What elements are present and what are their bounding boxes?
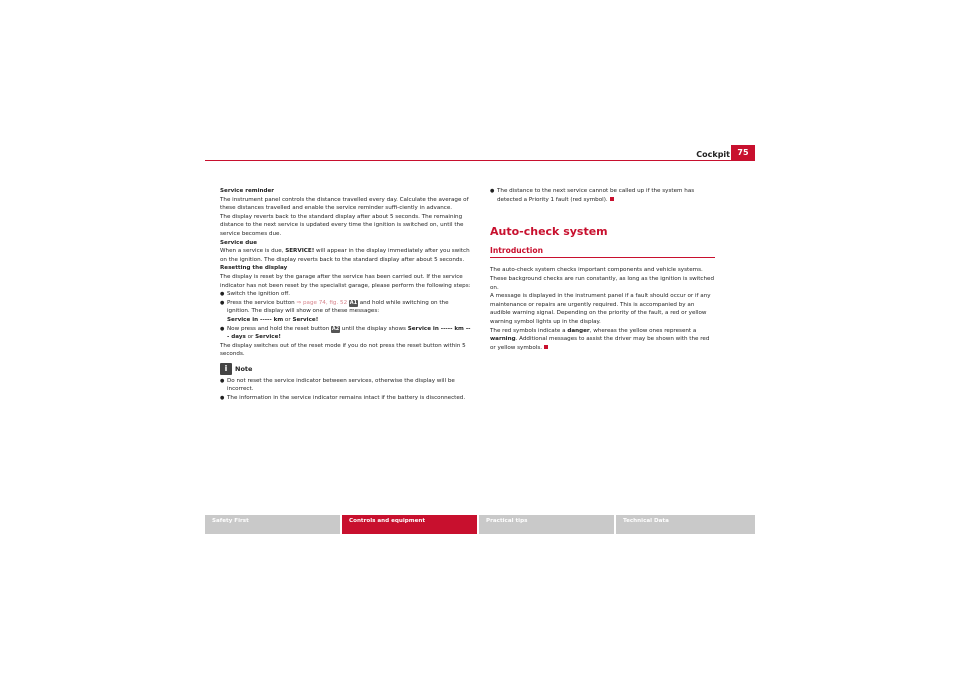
paragraph: When a service is due, SERVICE! will appear in the display immediately after you switch on the ignition. The display reverts back to the standard display after about 5 seconds. bbox=[220, 248, 470, 263]
list-item: ● Now press and hold the reset button A2 until the display shows Service in ----- km --- days or Service! bbox=[220, 325, 472, 342]
page-number: 75 bbox=[731, 145, 755, 161]
section-title: Auto-check system bbox=[490, 225, 608, 239]
list-item: ● Press the service button ⇒ page 74, fig. 52 A1 and hold while switching on the ignition. The display will show one of these messages: Service in ----- km or Service! bbox=[220, 299, 472, 325]
end-marker-icon bbox=[544, 345, 548, 349]
heading-service-due: Service due bbox=[220, 239, 257, 246]
heading-resetting-display: Resetting the display bbox=[220, 265, 288, 272]
note-item: ● Do not reset the service indicator between services, otherwise the display will be incorrect. bbox=[220, 377, 472, 394]
tab-controls-and-equipment[interactable]: Controls and equipment bbox=[342, 515, 477, 534]
page-reference-link[interactable]: ⇒ page 74, fig. 52 bbox=[296, 299, 348, 306]
end-marker-icon bbox=[610, 197, 614, 201]
list-item: ● Switch the ignition off. bbox=[220, 290, 472, 299]
paragraph: A message is displayed in the instrument panel if a fault should occur or if any maintenance or repairs are urgently required. This is accompanied by an audible warning signal. Depending on the priority of the fault, a red or yellow warning symbol lights up in the display. bbox=[490, 293, 711, 325]
note-item: ● The information in the service indicator remains intact if the battery is disconnected. bbox=[220, 394, 472, 403]
tab-safety-first[interactable]: Safety First bbox=[205, 515, 340, 534]
tab-practical-tips[interactable]: Practical tips bbox=[479, 515, 614, 534]
paragraph: The red symbols indicate a danger, whereas the yellow ones represent a warning. Additional messages to assist the driver may be shown with the red or yellow symbols. bbox=[490, 327, 710, 351]
note-icon: i bbox=[220, 363, 232, 375]
paragraph: The display is reset by the garage after the service has been carried out. If the service indicator has not been reset by the specialist garage, please perform the following steps: bbox=[220, 273, 471, 289]
heading-service-reminder: Service reminder bbox=[220, 188, 275, 194]
callout-a2-badge: A2 bbox=[331, 325, 340, 332]
left-column bbox=[220, 187, 472, 403]
callout-a1-badge: A1 bbox=[349, 299, 358, 306]
paragraph: The instrument panel controls the distance travelled every day. Calculate the average of these distances travelled and enable the service reminder suffi-ciently in advance. bbox=[220, 196, 469, 212]
list-item: ● The distance to the next service cannot be called up if the system has detected a Priority 1 fault (red symbol). bbox=[490, 187, 715, 204]
tab-technical-data[interactable]: Technical Data bbox=[616, 515, 755, 534]
header-rule bbox=[205, 160, 755, 161]
page-title: Cockpit bbox=[696, 150, 730, 159]
subsection-title: Introduction bbox=[490, 247, 715, 259]
note-header bbox=[220, 363, 472, 375]
paragraph: The display switches out of the reset mode if you do not press the reset button within 5 seconds. bbox=[220, 342, 466, 358]
paragraph: The display reverts back to the standard display after about 5 seconds. The remaining distance to the next service is updated every time the ignition is switched on, until the service becomes due. bbox=[220, 213, 464, 237]
right-column bbox=[490, 187, 715, 352]
note-label: Note bbox=[235, 364, 253, 373]
paragraph: The auto-check system checks important components and vehicle systems. These background checks are run constantly, as long as the ignition is switched on. bbox=[490, 267, 715, 291]
